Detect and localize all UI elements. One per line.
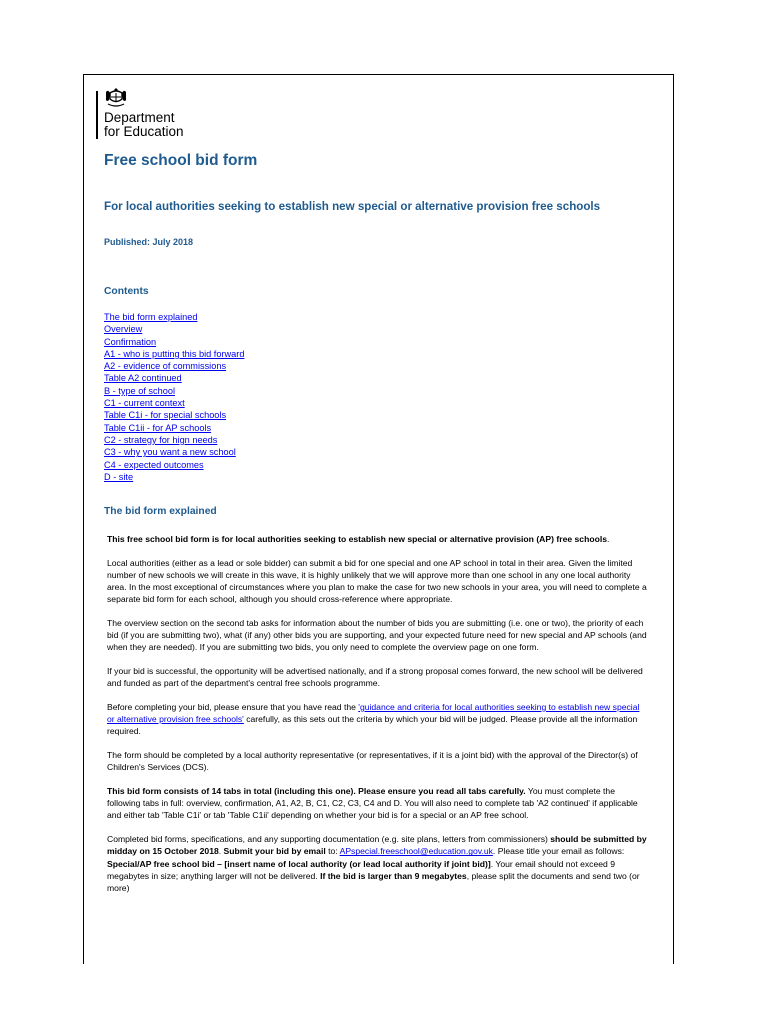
toc-link-bid-form-explained[interactable]: The bid form explained	[104, 312, 198, 322]
paragraph-intro	[107, 533, 647, 545]
paragraph-guidance	[107, 701, 647, 738]
logo-rule	[96, 91, 98, 139]
email-title-bold: Special/AP free school bid – [insert name of local authority (or lead local authority if joint bid)]	[107, 858, 491, 869]
toc-link-d[interactable]: D - site	[104, 471, 134, 482]
toc-item	[104, 397, 244, 409]
toc-item	[104, 459, 244, 471]
toc-item	[104, 422, 244, 434]
toc-item	[104, 446, 244, 458]
submission-sep-4: . Your email should not exceed 9 megabytes in size; anything larger will not be delivered.	[107, 858, 615, 881]
guidance-end: carefully, as this sets out the criteria by which your bid will be judged. Please provide all the information required.	[107, 714, 638, 737]
submission-end: , please split the documents and send two (or more)	[107, 870, 640, 893]
toc-item	[104, 409, 244, 421]
submit-email-bold: Submit your bid by email	[223, 846, 326, 857]
intro-end: .	[607, 534, 610, 544]
section-body	[107, 533, 647, 906]
toc-link-table-c1i[interactable]: Table C1i - for special schools	[104, 410, 227, 421]
toc-link-overview[interactable]: Overview	[104, 324, 143, 335]
toc-item	[104, 471, 244, 483]
toc-link-c3[interactable]: C3 - why you want a new school	[104, 447, 236, 458]
paragraph-overview-tab: The overview section on the second tab asks for information about the number of bids you are submitting (i.e. one or two), the priority of each bid (if you are submitting two), what (if any) other bids you are supporting, and your expected future need for new special and AP schools (and when they are needed). If you are submitting two bids, you only need to complete the overview page on one form.	[107, 618, 647, 653]
guidance-link[interactable]: 'guidance and criteria for local authorities seeking to establish new special or alternative provision free schools'	[107, 702, 640, 725]
submission-sep-2: to:	[325, 846, 340, 857]
table-of-contents	[104, 311, 244, 483]
toc-item	[104, 372, 244, 384]
deadline-bold: should be submitted by midday on 15 October 2018	[107, 834, 647, 857]
paragraph-tabs	[107, 785, 647, 822]
toc-link-table-c1ii[interactable]: Table C1ii - for AP schools	[104, 422, 212, 433]
tabs-end: You must complete the following tabs in full: overview, confirmation, A1, A2, B, C1, C2, C3, C4 and D. You will also need to complete tab 'A2 continued' if applicable and either tab 'Table C1i' or tab 'Table C1ii' depending on whether your bid is for a special or an AP free school.	[107, 786, 638, 821]
toc-link-c2[interactable]: C2 - strategy for hign needs	[104, 434, 218, 445]
toc-link-c4[interactable]: C4 - expected outcomes	[104, 459, 204, 470]
royal-crest-icon	[105, 87, 127, 107]
toc-link-a1[interactable]: A1 - who is putting this bid forward	[104, 348, 245, 359]
paragraph-if-successful: If your bid is successful, the opportunity will be advertised nationally, and if a strong proposal comes forward, the new school will be delivered and funded as part of the department's central free schools programme.	[107, 666, 643, 689]
intro-bold: This free school bid form is for local authorities seeking to establish new special or alternative provision (AP) free schools	[107, 534, 607, 544]
toc-item	[104, 336, 244, 348]
guidance-start: Before completing your bid, please ensure that you have read the	[107, 702, 359, 713]
paragraph-submission	[107, 833, 647, 894]
toc-item	[104, 348, 244, 360]
contents-heading: Contents	[104, 286, 149, 297]
tabs-bold: This bid form consists of 14 tabs in total (including this one). Please ensure you read all tabs carefully.	[107, 786, 526, 797]
toc-link-c1[interactable]: C1 - current context	[104, 398, 185, 409]
toc-item	[104, 311, 244, 323]
section-heading: The bid form explained	[104, 506, 217, 517]
paragraph-completion: The form should be completed by a local authority representative (or representatives, if it is a joint bid) with the approval of the Director(s) of Children's Services (DCS).	[107, 750, 638, 773]
toc-link-b[interactable]: B - type of school	[104, 385, 175, 396]
page-title: Free school bid form	[104, 152, 258, 169]
logo-line-1: Department	[104, 110, 175, 125]
submission-start: Completed bid forms, specifications, and any supporting documentation (e.g. site plans, letters from commissioners)	[107, 834, 551, 845]
page-subtitle: For local authorities seeking to establish new special or alternative provision free schools	[104, 200, 601, 213]
logo-line-2: for Education	[104, 124, 184, 139]
size-limit-bold: If the bid is larger than 9 megabytes	[320, 870, 467, 881]
toc-item	[104, 360, 244, 372]
published-date: Published: July 2018	[104, 237, 194, 247]
toc-item	[104, 434, 244, 446]
toc-link-table-a2-continued[interactable]: Table A2 continued	[104, 373, 182, 384]
toc-link-a2[interactable]: A2 - evidence of commissions	[104, 361, 227, 372]
toc-link-confirmation[interactable]: Confirmation	[104, 336, 157, 347]
toc-item	[104, 385, 244, 397]
email-link[interactable]: APspecial.freeschool@education.gov.uk	[339, 846, 493, 857]
department-name	[104, 111, 184, 139]
toc-item	[104, 323, 244, 335]
submission-sep-1: .	[218, 846, 224, 857]
submission-sep-3: . Please title your email as follows:	[492, 846, 625, 857]
paragraph-bid-limits: Local authorities (either as a lead or sole bidder) can submit a bid for one special and one AP school in total in their area. Given the limited number of new schools we will create in this wave, it is highly unlikely that we will approve more than one school in any one local authority area. In the most exceptional of circumstances where you plan to make the case for two new schools in your area, you will need to complete a separate bid form for each school, although you should cross-reference where appropriate.	[107, 557, 647, 605]
